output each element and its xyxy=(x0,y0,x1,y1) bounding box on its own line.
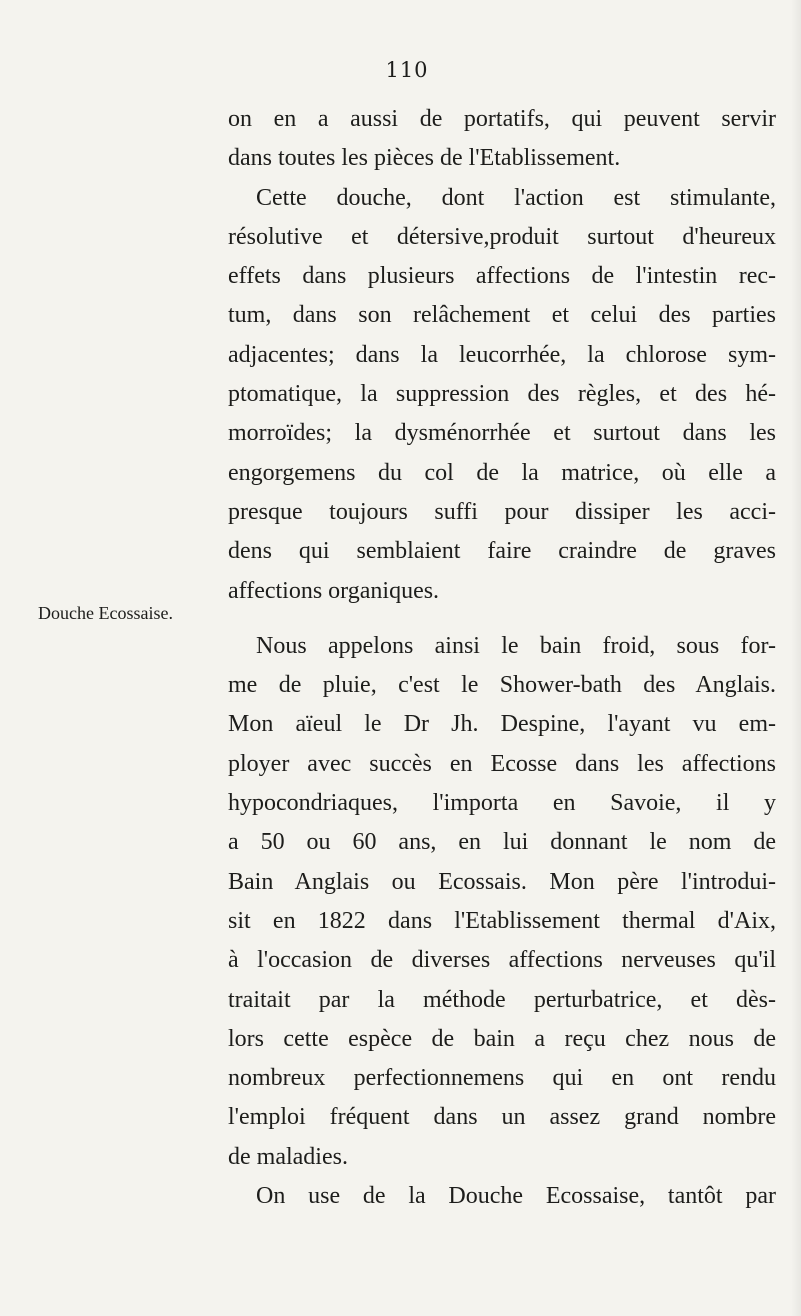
text-line: engorgemens du col de la matrice, où elle a xyxy=(228,459,776,486)
text-line: a 50 ou 60 ans, en lui donnant le nom de xyxy=(228,829,776,856)
page-number: 110 xyxy=(385,58,429,82)
text-line: traitait par la méthode perturbatrice, et dès- xyxy=(228,986,776,1013)
text-line: effets dans plusieurs affections de l'intestin rec- xyxy=(228,263,776,290)
text-line: l'emploi fréquent dans un assez grand nombre xyxy=(228,1104,776,1131)
text-line: Bain Anglais ou Ecossais. Mon père l'introdui- xyxy=(228,868,776,895)
margin-note: Douche Ecossaise. xyxy=(38,603,173,623)
text-line: me de pluie, c'est le Shower-bath des Anglais. xyxy=(228,672,776,699)
text-line: de maladies. xyxy=(228,1143,348,1170)
text-line: nombreux perfectionnemens qui en ont rendu xyxy=(228,1065,776,1092)
page-edge-shadow xyxy=(791,0,801,1316)
text-line: Mon aïeul le Dr Jh. Despine, l'ayant vu em- xyxy=(228,711,776,738)
body-text xyxy=(228,100,776,1216)
text-line: résolutive et détersive,produit surtout d'heureux xyxy=(228,223,776,250)
text-line: Cette douche, dont l'action est stimulante, xyxy=(256,184,776,211)
text-line: à l'occasion de diverses affections nerveuses qu'il xyxy=(228,947,776,974)
text-line: hypocondriaques, l'importa en Savoie, il y xyxy=(228,790,776,817)
text-line: affections organiques. xyxy=(228,577,440,604)
text-line: ptomatique, la suppression des règles, et des hé- xyxy=(228,381,776,408)
text-line: dans toutes les pièces de l'Etablissement. xyxy=(228,145,621,172)
text-line: lors cette espèce de bain a reçu chez nous de xyxy=(228,1025,776,1052)
text-line: on en a aussi de portatifs, qui peuvent servir xyxy=(228,106,776,132)
text-line: ployer avec succès en Ecosse dans les affections xyxy=(228,750,776,777)
text-line: Nous appelons ainsi le bain froid, sous for- xyxy=(256,632,776,659)
text-line: adjacentes; dans la leucorrhée, la chlorose sym- xyxy=(228,341,776,368)
text-line: On use de la Douche Ecossaise, tantôt par xyxy=(256,1183,776,1210)
text-line: tum, dans son relâchement et celui des parties xyxy=(228,302,776,329)
text-line: sit en 1822 dans l'Etablissement thermal d'Aix, xyxy=(228,907,776,934)
text-line: presque toujours suffi pour dissiper les acci- xyxy=(228,498,776,525)
text-line: morroïdes; la dysménorrhée et surtout dans les xyxy=(228,420,776,447)
text-line: dens qui semblaient faire craindre de graves xyxy=(228,538,776,565)
